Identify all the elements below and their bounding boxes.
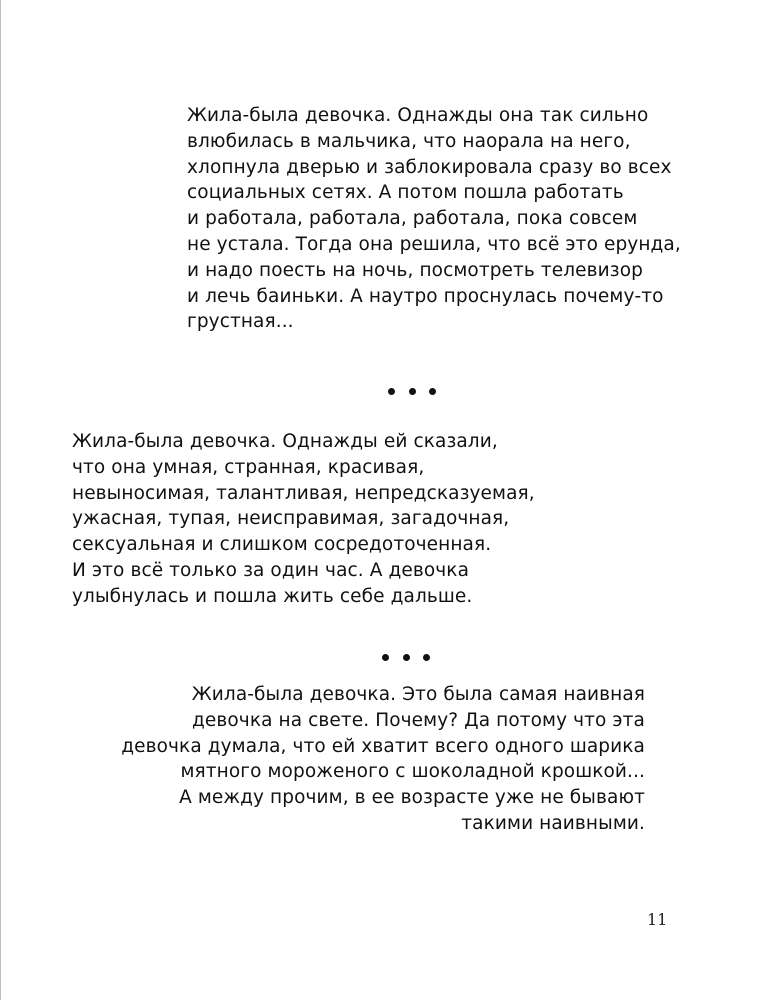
paragraph-line: девочка на свете. Почему? Да потому что эта [192,709,645,731]
paragraph-line: Жила-была девочка. Это была самая наивная [191,684,645,705]
paragraph-line: что она умная, странная, красивая, [72,456,425,478]
paragraph-line: хлопнула дверью и заблокировала сразу во всех [187,156,672,178]
divider-dot [403,654,410,661]
paragraph-line: социальных сетях. А потом пошла работать [187,182,624,204]
paragraph-3 [85,682,645,837]
paragraph-1 [187,103,681,335]
paragraph-line: Жила-была девочка. Однажды ей сказали, [72,431,498,452]
paragraph-line: и работала, работала, работала, пока совсем [187,208,638,230]
paragraph-line: улыбнулась и пошла жить себе дальше. [72,585,473,607]
paragraph-line: невыносимая, талантливая, непредсказуемая, [72,482,535,504]
divider-dot [382,654,389,661]
divider-dot [409,388,416,395]
paragraph-line: девочка думала, что ей хватит всего одного шарика [121,735,645,757]
paragraph-line: сексуальная и слишком сосредоточенная. [72,534,492,556]
divider-dot [429,388,436,395]
section-divider [388,388,436,395]
paragraph-line: Жила-была девочка. Однажды она так сильно [187,105,649,126]
paragraph-line: А между прочим, в ее возрасте уже не бывают [179,787,645,809]
section-divider [382,654,430,661]
paragraph-line: И это всё только за один час. А девочка [72,559,470,581]
paragraph-line: и лечь баиньки. А наутро проснулась почему-то [187,285,664,307]
paragraph-2 [72,429,542,610]
divider-dot [423,654,430,661]
paragraph-line: такими наивными. [461,812,645,834]
divider-dot [388,388,395,395]
paragraph-line: влюбилась в мальчика, что наорала на него, [187,130,631,152]
paragraph-line: не устала. Тогда она решила, что всё это ерунда, [187,233,681,255]
paragraph-line: и надо поесть на ночь, посмотреть телевизор [187,259,643,281]
paragraph-line: грустная... [187,311,294,333]
paragraph-line: ужасная, тупая, неисправимая, загадочная, [72,508,510,530]
page-number: 11 [647,910,668,929]
paragraph-line: мятного мороженого с шоколадной крошкой... [180,761,645,783]
